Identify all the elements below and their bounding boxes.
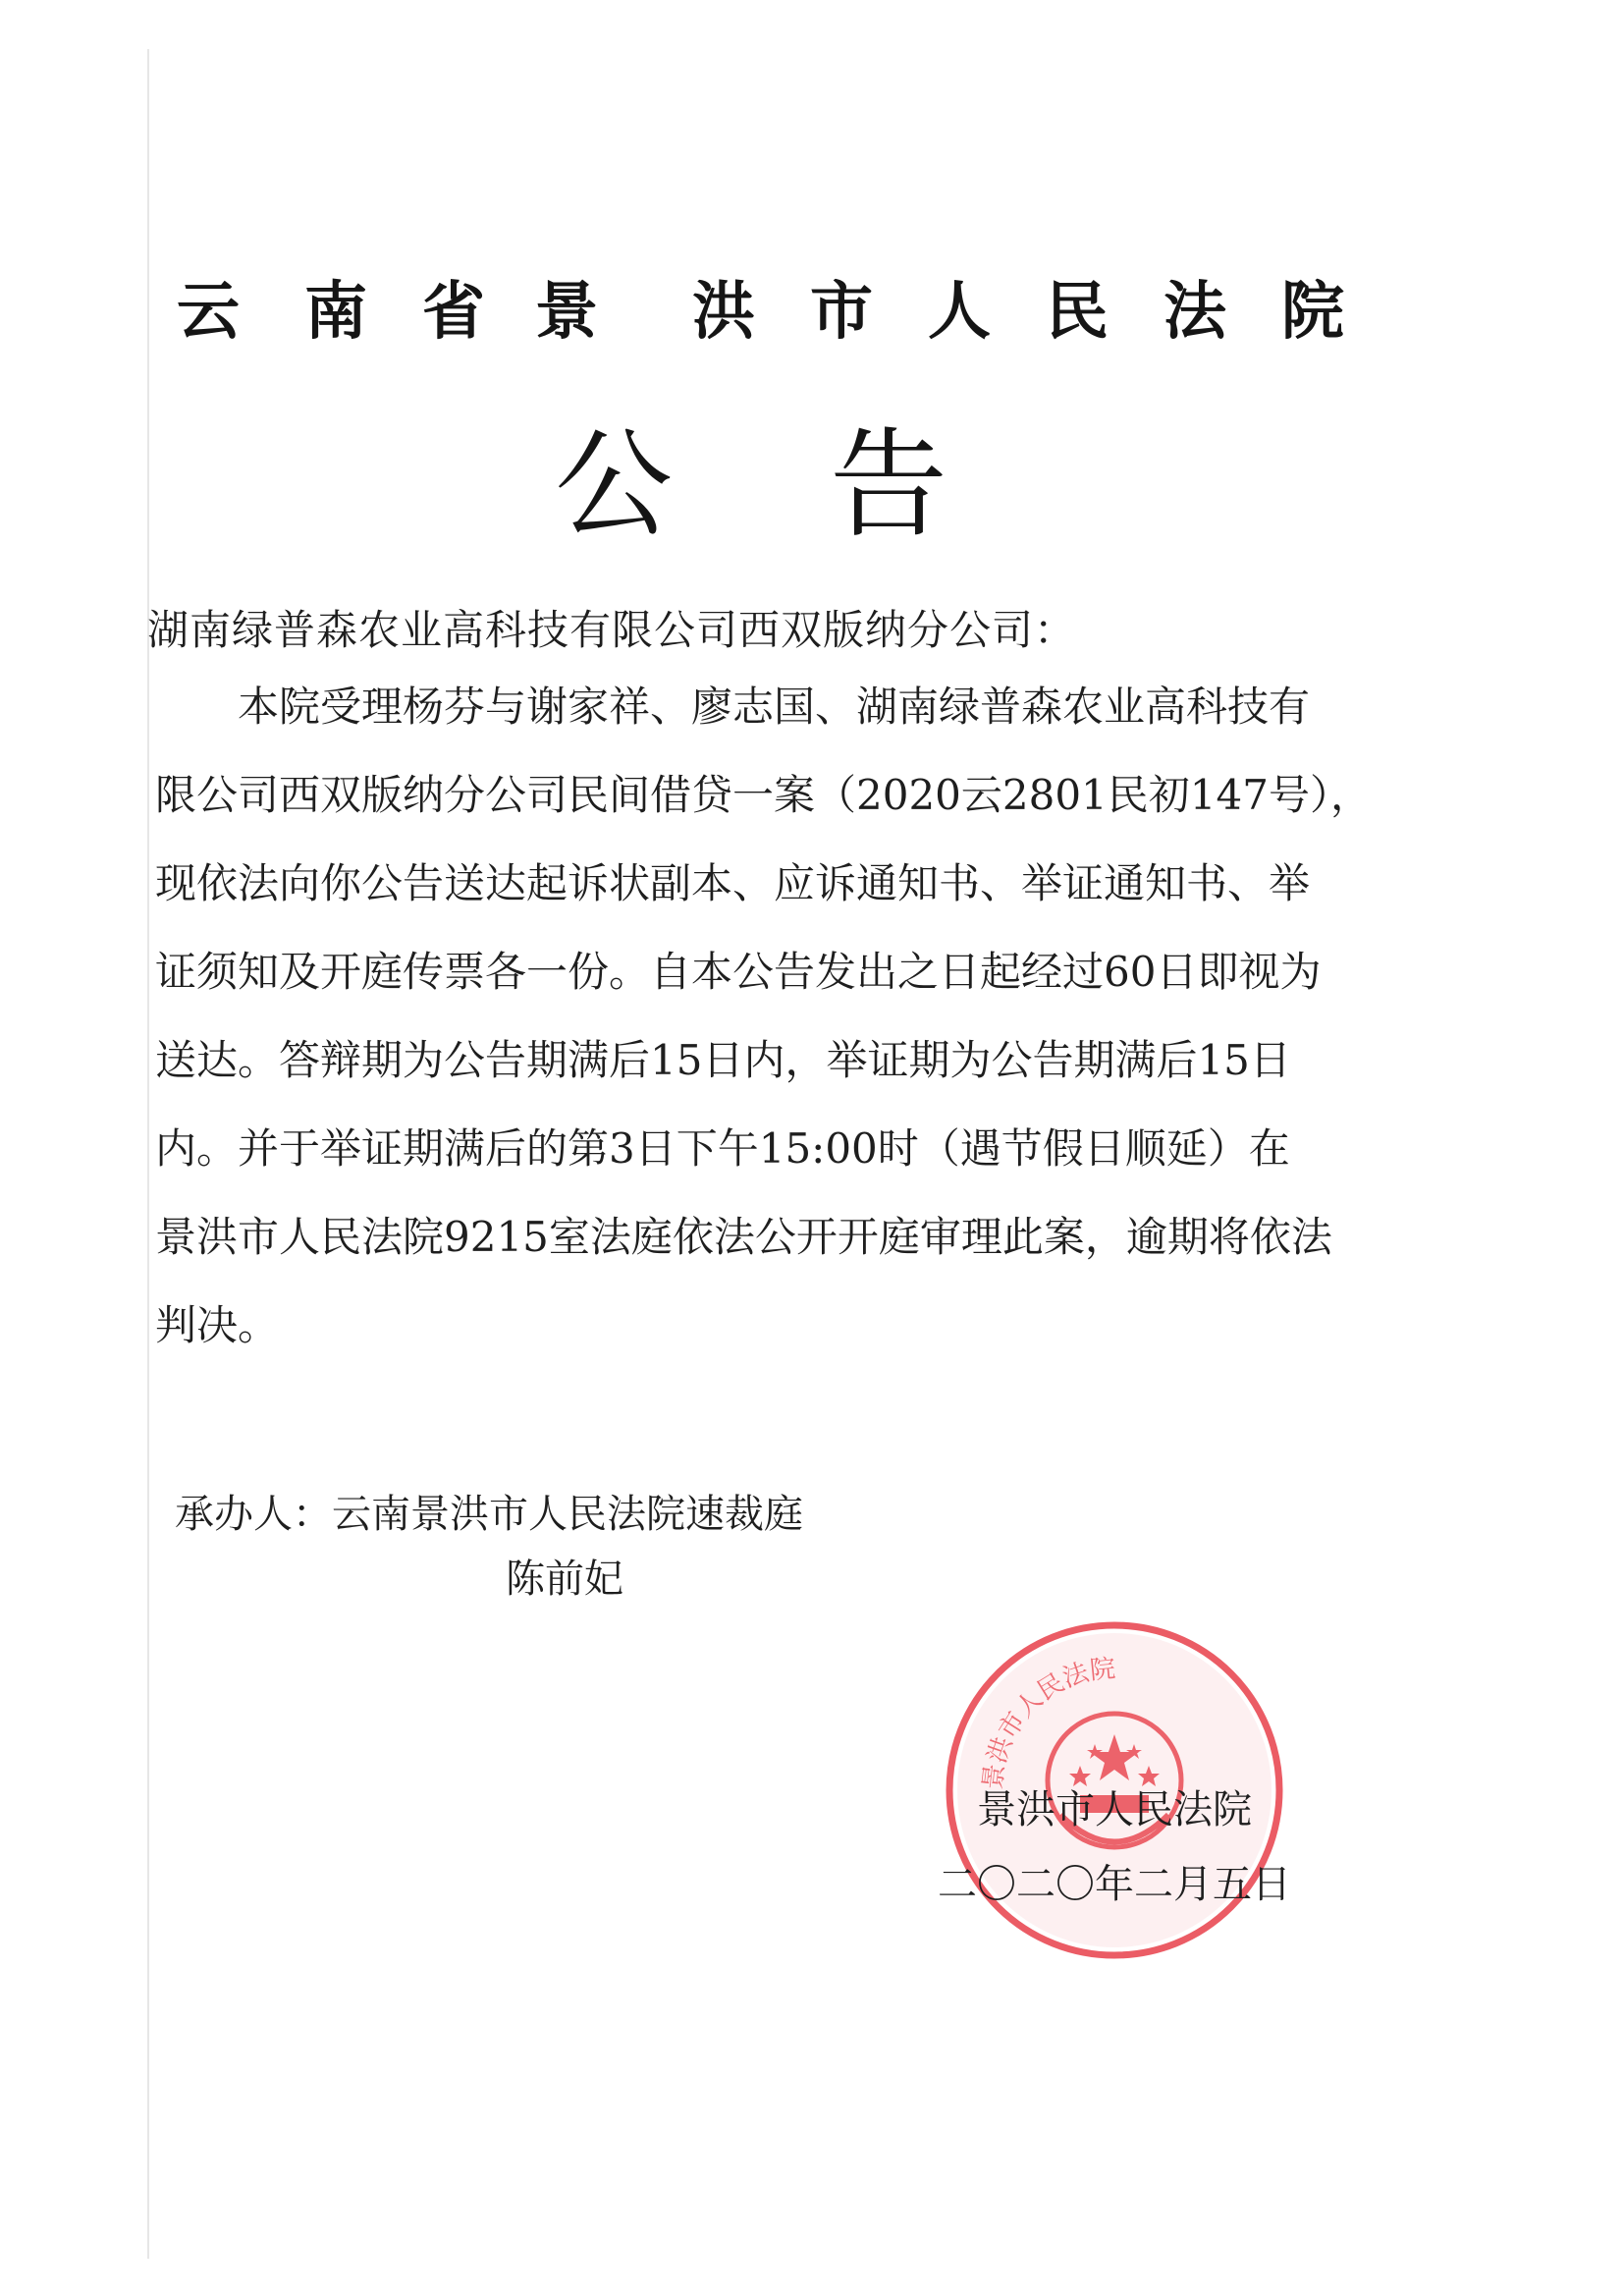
court-name-char: 洪 <box>692 276 755 349</box>
court-name-char: 民 <box>1046 276 1109 349</box>
court-name-char: 云 <box>177 276 240 349</box>
body-line: 现依法向你公告送达起诉状副本、应诉通知书、举证通知书、举 <box>155 859 1311 907</box>
court-name-char: 法 <box>1163 276 1226 349</box>
body-line: 送达。答辩期为公告期满后15日内，举证期为公告期满后15日 <box>155 1036 1291 1084</box>
court-name-char: 院 <box>1281 276 1344 349</box>
seal-ring-text: 景洪市人民法院 <box>978 1654 1117 1791</box>
signature-court-name: 景洪市人民法院 <box>977 1787 1252 1832</box>
court-name-char: 人 <box>928 276 991 349</box>
court-name-char: 市 <box>810 276 873 349</box>
notice-title-char: 告 <box>830 417 947 554</box>
body-line: 本院受理杨芬与谢家祥、廖志国、湖南绿普森农业高科技有 <box>238 683 1311 731</box>
court-name-char: 南 <box>304 276 367 349</box>
body-line: 证须知及开庭传票各一份。自本公告发出之日起经过60日即视为 <box>155 948 1322 996</box>
undertaker-line: 承办人：云南景洪市人民法院速裁庭 <box>175 1492 803 1537</box>
signature-date: 二〇二〇年二月五日 <box>938 1862 1291 1907</box>
body-line: 判决。 <box>155 1301 280 1349</box>
addressee-line: 湖南绿普森农业高科技有限公司西双版纳分公司： <box>147 606 1077 654</box>
body-line: 限公司西双版纳分公司民间借贷一案（2020云2801民初147号）， <box>155 771 1372 819</box>
notice-body <box>155 678 1392 1385</box>
body-line: 内。并于举证期满后的第3日下午15:00时（遇节假日顺延）在 <box>155 1124 1290 1173</box>
notice-title-char: 公 <box>555 417 673 554</box>
court-name-heading <box>177 263 1375 361</box>
court-name-char: 景 <box>535 276 598 349</box>
notice-title <box>0 412 1623 560</box>
body-line: 景洪市人民法院9215室法庭依法公开开庭审理此案，逾期将依法 <box>155 1213 1332 1261</box>
court-name-char: 省 <box>422 276 485 349</box>
undertaker-name: 陈前妃 <box>506 1557 623 1602</box>
scan-edge-line <box>147 49 149 2259</box>
